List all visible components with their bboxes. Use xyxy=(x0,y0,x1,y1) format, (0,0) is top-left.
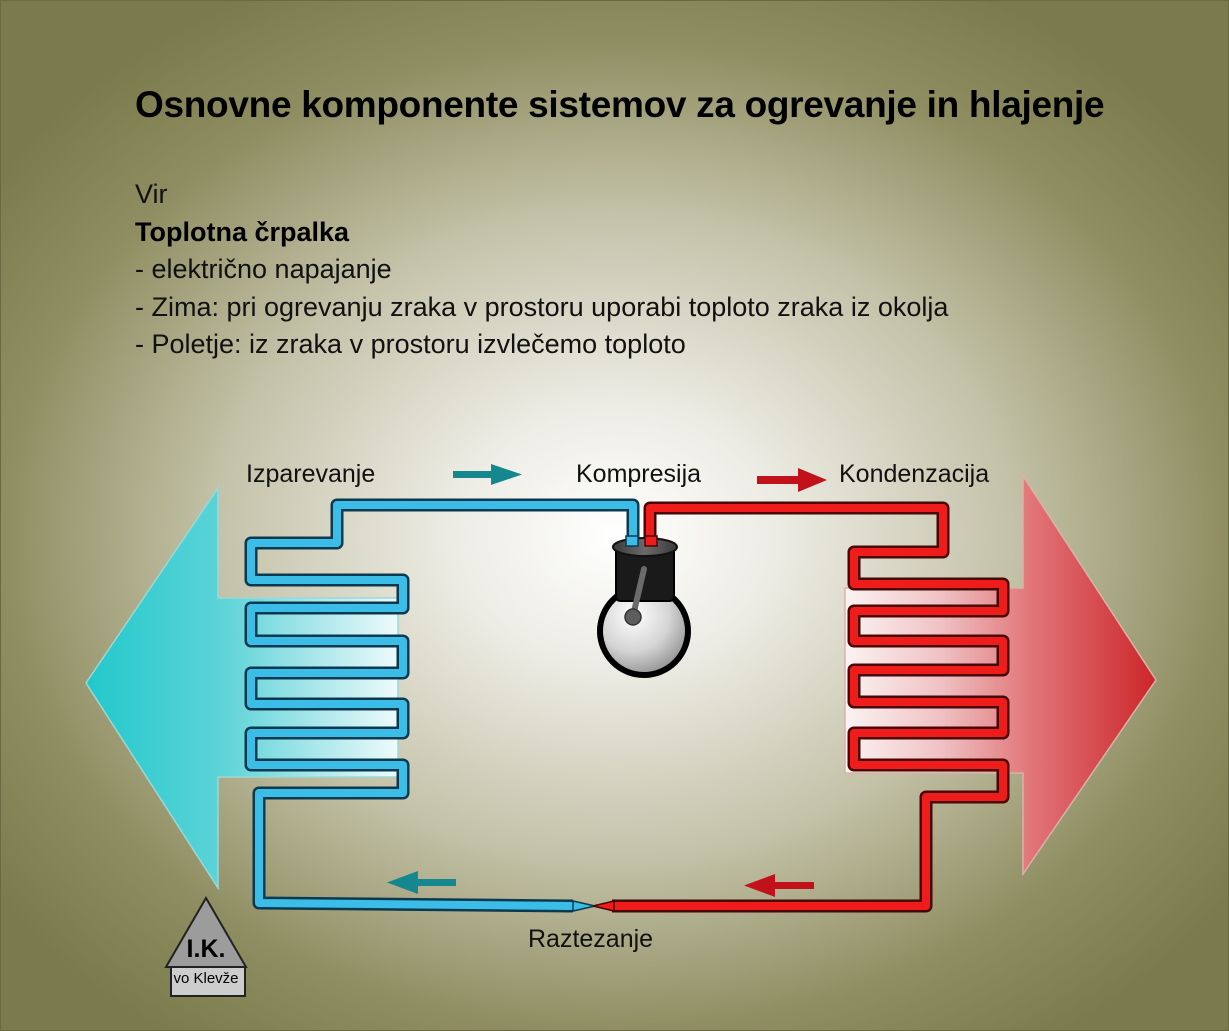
logo-subtitle: vo Klevže xyxy=(173,970,239,987)
page-title: Osnovne komponente sistemov za ogrevanje in hlajenje xyxy=(135,84,1105,125)
info-winter: - Zima: pri ogrevanju zraka v prostoru uporabi toploto zraka iz okolja xyxy=(135,291,949,322)
info-power: - električno napajanje xyxy=(135,254,392,284)
flow-arrow-bottom-left xyxy=(387,871,456,894)
flow-arrow-top-left xyxy=(453,464,522,485)
info-source: Vir xyxy=(135,179,168,209)
flow-arrow-top-right xyxy=(757,468,827,492)
label-compression: Kompresija xyxy=(576,460,702,488)
logo-initials: I.K. xyxy=(186,935,226,963)
info-summer: - Poletje: iz zraka v prostoru izvlečemo toploto xyxy=(135,329,686,359)
flow-arrow-bottom-right xyxy=(744,874,814,897)
logo xyxy=(164,897,248,999)
info-heat-pump: Toplotna črpalka xyxy=(135,216,350,247)
label-condensation: Kondenzacija xyxy=(839,460,990,488)
label-evaporation: Izparevanje xyxy=(246,460,376,488)
cold-pipe xyxy=(251,505,633,911)
cold-air-arrow xyxy=(86,488,398,888)
label-expansion: Raztezanje xyxy=(528,925,654,953)
compressor-icon xyxy=(600,536,688,675)
